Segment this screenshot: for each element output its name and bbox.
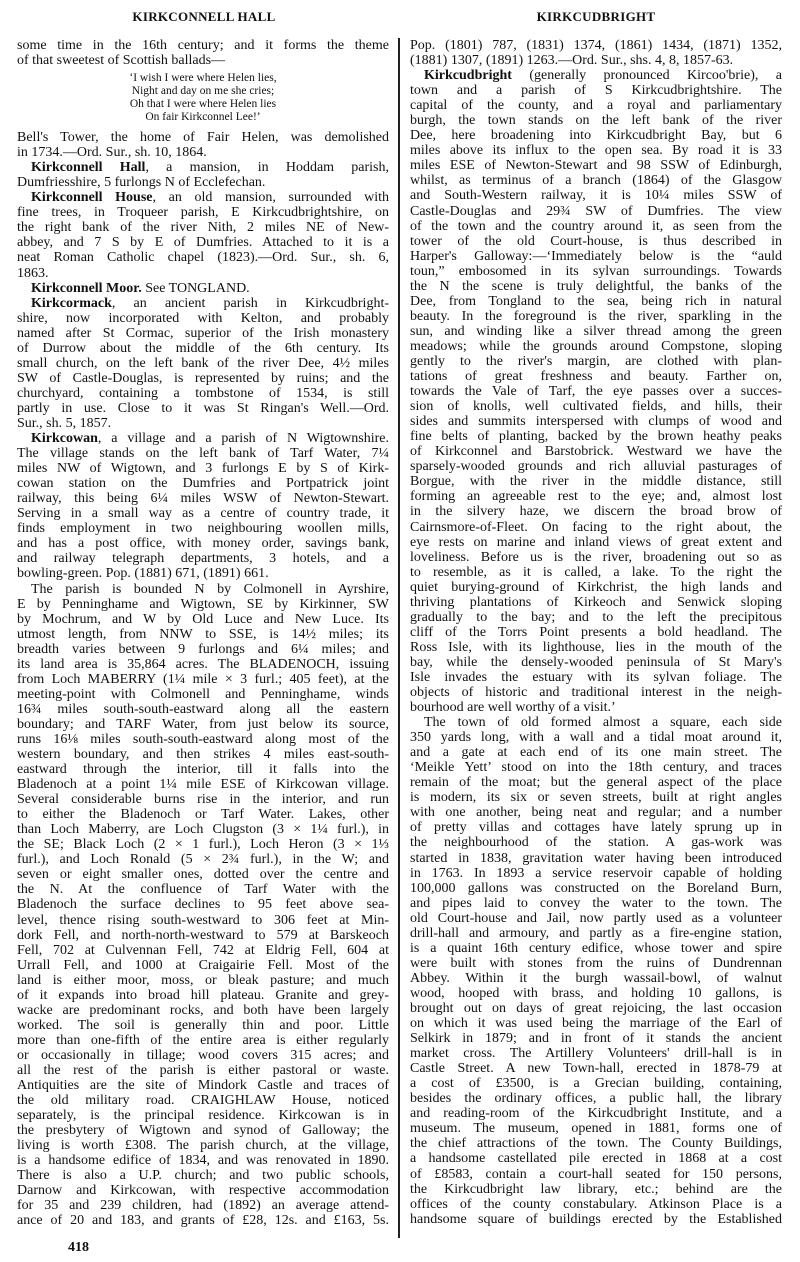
text-line: brought out on days of great rejoicing, the last occasion: [410, 1001, 782, 1016]
paragraph: [17, 582, 389, 1229]
text-line: tations of great freshness and beauty. Farther on,: [410, 369, 782, 385]
text-line: some time in the 16th century; and it forms the theme: [17, 38, 389, 53]
text-line: were built with stones from the ruins of Dundrennan: [410, 955, 782, 971]
paragraph: [410, 715, 782, 1227]
text-line: of pretty villas and cottages have lately sprung up in: [410, 820, 782, 836]
text-line: The town of old formed almost a square, each side: [424, 715, 782, 731]
text-line: and a gate at each end of its one main street. The: [410, 745, 782, 761]
text-line: for 35 and 239 children, had (1892) an average attend-: [17, 1198, 389, 1214]
text-line: of that sweetest of Scottish ballads—: [17, 53, 226, 69]
text-line: cliff of the Torrs Point presents a bold headland. The: [410, 624, 782, 640]
text-line: 350 yards long, with a wall and a tidal moat around it,: [410, 730, 782, 746]
text-line: its land area is 35,864 acres. The BLADENOCH, issuing: [17, 656, 389, 672]
text-line: the chief attractions of the town. The County Buildings,: [410, 1136, 782, 1152]
paragraph: [17, 38, 389, 68]
text-line: Urrall Fell, and 1000 at Craigairie Fell. Most of the: [17, 957, 389, 973]
text-line: Serving in a small way as a centre of country trade, it: [17, 506, 389, 522]
text-line: [17, 296, 389, 311]
text-line: miles ESE of Newton-Stewart and 98 SSW of Edinburgh,: [410, 158, 782, 174]
text-line: land is either moor, moss, or bleak pasture; and much: [17, 972, 389, 988]
poem-line: Night and day on me she cries;: [131, 85, 275, 98]
text-line: gently to the river's margin, are clothed with plan-: [410, 353, 782, 369]
text-line: sparsely-wooded grounds and rich alluvial pasturages of: [410, 459, 782, 475]
text-line: Darnow and Kirkcowan, with respective accommodation: [17, 1183, 389, 1199]
text-line: Borgue, with the river in the middle distance, still: [410, 474, 782, 490]
text-line: capital of the county, and a royal and parliamentary: [410, 98, 782, 114]
text-line: [17, 160, 389, 175]
left-column: [17, 38, 389, 1229]
text-line: shire, now incorporated with Kelton, and probably: [17, 310, 389, 326]
text-line: level, thence rising south-westward to 306 feet at Min-: [17, 912, 389, 928]
text-line: a cost of £3500, is a Grecian building, containing,: [410, 1076, 782, 1092]
text-line: the Kirkcudbright law library, etc.; behind are the: [410, 1181, 782, 1197]
text-line: Harper's Galloway:—‘Immediately below is the “auld: [410, 248, 782, 264]
text-line: the SE; Black Loch (2 × 1 furl.), Loch Heron (3 × 1⅓: [17, 837, 389, 853]
text-line: museum. The museum, opened in 1881, forms one of: [410, 1121, 782, 1137]
text-line: in 1763. In 1893 a service reservoir capable of holding: [410, 865, 782, 881]
text-line: Dee, here broadening into Kirkcudbright Bay, but 6: [410, 128, 782, 144]
text-line: miles above its influx to the open sea. By road it is 33: [410, 143, 782, 159]
text-line: eye rests on marine and inland views of great extent and: [410, 534, 782, 550]
text-line: or occasionally in tillage; wood covers 315 acres; and: [17, 1047, 389, 1063]
text-line: sides and summits interspersed with clumps of wood and: [410, 414, 782, 430]
text-line: the N the scene is truly delightful, the banks of the: [410, 278, 782, 294]
gazetteer-entry: [17, 281, 389, 296]
entry-headword: Kirkcowan: [31, 431, 98, 447]
text-line: ‘Meikle Yett’ stood on into the 18th century, and traces: [410, 760, 782, 776]
text-line: whilst, as terminus of a branch (1864) of the Glasgow: [410, 173, 782, 189]
text-line: eastward through the interior, till it falls into the: [17, 762, 389, 778]
text-line: thriving plantations of Kirkeoch and Senwick sloping: [410, 594, 782, 610]
right-column: [410, 38, 782, 1227]
text-line: more than one-fifth of the entire area is either regularly: [17, 1032, 389, 1048]
text-line: breadth varies between 9 furlongs and 6¼ miles; and: [17, 641, 389, 657]
text-line: (1881) 1307, (1891) 1263.—Ord. Sur., shs. 4, 8, 1857-63.: [410, 53, 734, 69]
text-line: meeting-point with Colmonell and Penninghame, winds: [17, 686, 389, 702]
text-line: Pop. (1801) 787, (1831) 1374, (1861) 1434, (1871) 1352,: [410, 38, 782, 53]
text-line: towards the Vale of Tarf, the eye passes over a succes-: [410, 384, 782, 400]
poem-line: Oh that I were where Helen lies: [129, 98, 277, 111]
text-line: and South-Western railway, it is 10¼ miles SSW of: [410, 188, 782, 204]
text-line: bay, while the densely-wooded peninsula of St Mary's: [410, 654, 782, 670]
text-line: is a quaint 16th century edifice, whose tower and spire: [410, 940, 782, 956]
entry-text: , a mansion, in Hoddam parish,: [145, 160, 389, 176]
text-line: on which it was used being the marriage of the Earl of: [410, 1016, 782, 1032]
text-line: gradually to the bay; and to the left the precipitous: [410, 609, 782, 625]
entry-headword: Kirkconnell Hall: [31, 160, 146, 176]
entry-headword: Kirkconnell Moor.: [31, 280, 142, 296]
text-line: than Loch Maberry, are Loch Clugston (3 × 1¼ furl.), in: [17, 822, 389, 838]
running-head-right: KIRKCUDBRIGHT: [536, 9, 656, 24]
text-line: tower of the old Court-house, is thus described in: [410, 233, 782, 249]
entry-text: See TONGLAND.: [141, 280, 250, 296]
text-line: of the town and the country around it, as seen from the: [410, 218, 782, 234]
text-line: 100,000 gallons was constructed on the Boreland Burn,: [410, 880, 782, 896]
text-line: forming an agreeable rest to the eye; and, almost lost: [410, 489, 782, 505]
entry-headword: Kirkcormack: [31, 295, 112, 311]
text-line: seven or eight smaller ones, dotted over the centre and: [17, 867, 389, 883]
text-line: of it expands into broad hill plateau. Granite and grey-: [17, 987, 389, 1003]
text-line: sun, and winding like a silver thread among the green: [410, 323, 782, 339]
text-line: cowan station on the Dumfries and Portpatrick joint: [17, 476, 389, 492]
text-line: miles NW of Wigtown, and 3 furlongs E by S of Kirk-: [17, 461, 389, 477]
text-line: sion of knolls, well cultivated fields, and hills, their: [410, 399, 782, 415]
text-line: separately, is the principal residence. Kirkcowan is in: [17, 1108, 389, 1124]
text-line: all the rest of the parish is either pastoral or waste.: [17, 1063, 389, 1078]
page-number: 418: [68, 1240, 89, 1255]
text-line: western boundary, and then strikes 4 miles east-south-: [17, 747, 389, 763]
text-line: dork Fell, and north-north-westward to 579 at Barskeoch: [17, 927, 389, 943]
text-line: Selkirk in 1879; and in front of it stands the ancient: [410, 1031, 782, 1047]
text-line: living is worth £308. The parish church, at the village,: [17, 1138, 389, 1154]
text-line: small church, on the left bank of the river Dee, 4½ miles: [17, 355, 389, 371]
entry-text: (generally pronounced Kircoo'brie), a: [511, 68, 782, 84]
gazetteer-entry: [17, 296, 389, 431]
text-line: toun,” embosomed in its sylvan surroundings. Towards: [410, 263, 782, 279]
text-line: bourhood are well worthy of a visit.’: [410, 700, 616, 716]
gazetteer-entry: [17, 190, 389, 280]
text-line: the old military road. CRAIGHLAW House, noticed: [17, 1093, 389, 1109]
text-line: meadows; while the grounds around Compstone, sloping: [410, 338, 782, 354]
text-line: is a handsome edifice of 1834, and was renovated in 1890.: [17, 1153, 389, 1169]
text-line: and reading-room of the Kirkcudbright Institute, and a: [410, 1106, 782, 1122]
text-line: boundary; and TARF Water, from just below its source,: [17, 716, 389, 732]
text-line: started in 1838, gravitation water having been introduced: [410, 850, 782, 866]
text-line: 16¾ miles south-south-eastward along all the eastern: [17, 701, 389, 717]
text-line: of £8583, contain a court-hall seated for 150 persons,: [410, 1166, 782, 1182]
text-line: market cross. The Artillery Volunteers' drill-hall is in: [410, 1046, 782, 1062]
text-line: [17, 431, 389, 446]
text-line: remain of the moat; but the general aspect of the place: [410, 775, 782, 791]
text-line: fine belts of planting, backed by the brown heathy peaks: [410, 429, 782, 445]
text-line: worked. The soil is generally thin and poor. Little: [17, 1017, 389, 1033]
text-line: Several considerable burns rise in the interior, and run: [17, 792, 389, 808]
text-line: the N. At the confluence of Tarf Water with the: [17, 882, 389, 898]
text-line: [410, 68, 782, 83]
text-line: old Court-house and Jail, now partly used as a volunteer: [410, 910, 782, 926]
text-line: fine trees, in Troqueer parish, E Kirkcudbrightshire, on: [17, 205, 389, 221]
text-line: There is also a U.P. church; and two public schools,: [17, 1168, 389, 1184]
text-line: handsome square of buildings erected by the Established: [410, 1211, 782, 1227]
text-line: to either the Bladenoch or Tarf Water. Lakes, other: [17, 807, 389, 823]
text-line: and railway telegraph departments, 3 hotels, and a: [17, 551, 389, 567]
text-line: by Mochrum, and W by Old Luce and New Luce. Its: [17, 611, 389, 627]
text-line: churchyard, containing a tombstone of 1534, is still: [17, 385, 389, 401]
text-line: 1863.: [17, 265, 49, 281]
text-line: wood, hooped with brass, and holding 10 gallons, is: [410, 985, 782, 1001]
entry-text: , an ancient parish in Kirkcudbright-: [111, 295, 389, 311]
gazetteer-entry: [410, 68, 782, 715]
text-line: a handsome castellated pile erected in 1868 at a cost: [410, 1151, 782, 1167]
text-line: bowling-green. Pop. (1881) 671, (1891) 661.: [17, 566, 269, 582]
text-line: Bladenoch at a point 1¼ mile ESE of Kirkcowan village.: [17, 777, 389, 793]
text-line: The parish is bounded N by Colmonell in Ayrshire,: [31, 581, 389, 597]
text-line: partly in use. Close to it was St Ringan's Well.—Ord.: [17, 400, 389, 416]
text-line: the right bank of the river Nith, 2 miles NE of New-: [17, 220, 389, 236]
text-line: neat Roman Catholic chapel (1823).—Ord. Sur., sh. 6,: [17, 250, 389, 266]
text-line: offices of the county constabulary. Atkinson Place is a: [410, 1196, 782, 1212]
text-line: Sur., sh. 5, 1857.: [17, 415, 112, 431]
entry-text: , an old mansion, surrounded with: [152, 190, 389, 206]
text-line: SW of Castle-Douglas, is represented by ruins; and the: [17, 370, 389, 386]
gazetteer-entry: [17, 160, 389, 190]
text-line: [17, 190, 389, 205]
text-line: Bladenoch the surface declines to 95 feet above sea-: [17, 897, 389, 913]
text-line: and pipes laid to convey the water to the town. The: [410, 895, 782, 911]
text-line: is modern, its six or seven streets, built at right angles: [410, 790, 782, 806]
text-line: and has a post office, with money order, savings bank,: [17, 536, 389, 552]
text-line: Bell's Tower, the home of Fair Helen, was demolished: [17, 130, 389, 146]
text-line: beauty. In the foreground is the river, sparkling in the: [410, 308, 782, 324]
text-line: Isle invades the estuary with its sylvan foliage. The: [410, 669, 782, 685]
text-line: Abbey. Within it the burgh wassail-bowl, of walnut: [410, 970, 782, 986]
text-line: burgh, the town stands on the left bank of the river: [410, 113, 782, 129]
ballad-quote: [17, 72, 389, 124]
gazetteer-entry: [17, 431, 389, 581]
text-line: Ross Isle, with its lighthouse, lies in the mouth of the: [410, 639, 782, 655]
text-line: railway, this being 6¼ miles WSW of Newton-Stewart.: [17, 491, 389, 507]
text-line: wacke are predominant rocks, and both have been largely: [17, 1002, 389, 1018]
text-line: with one another, being neat and regular; and a number: [410, 805, 782, 821]
text-line: from Loch MABERRY (1¼ mile × 3 furl.; 405 feet), at the: [17, 671, 389, 687]
text-line: besides the ordinary offices, a public hall, the library: [410, 1091, 782, 1107]
text-line: furl.), and Loch Ronald (5 × 2¾ furl.), in the W; and: [17, 852, 389, 868]
text-line: of Durrow about the middle of the 6th century. Its: [17, 340, 389, 356]
text-line: [17, 281, 389, 296]
text-line: of Kirkconnel and Barstobrick. Westward we have the: [410, 444, 782, 460]
poem-line: On fair Kirkconnel Lee!’: [145, 111, 261, 124]
column-divider: [398, 38, 400, 1238]
text-line: Castle Street. A new Town-hall, erected in 1878-79 at: [410, 1061, 782, 1077]
text-line: Fell, 702 at Culvennan Fell, 742 at Eldrig Fell, 604 at: [17, 942, 389, 958]
text-line: The village stands on the left bank of Tarf Water, 7¼: [17, 446, 389, 462]
text-line: quiet burying-ground of Kirkchrist, the high lands and: [410, 579, 782, 595]
text-line: drill-hall and armoury, and partly as a fire-engine station,: [410, 925, 782, 941]
text-line: ance of 20 and 183, and grants of £28, 12s. and £163, 5s.: [17, 1213, 389, 1229]
text-line: objects of historic and traditional interest in the neigh-: [410, 685, 782, 701]
poem-line: ‘I wish I were where Helen lies,: [129, 72, 277, 85]
text-line: runs 16⅛ miles south-south-eastward along most of the: [17, 731, 389, 747]
paragraph: [410, 38, 782, 68]
text-line: loveliness. Before us is the river, broadening out so as: [410, 549, 782, 565]
text-line: the neighbourhood of the station. A gas-work was: [410, 835, 782, 851]
text-line: the presbytery of Wigtown and synod of Galloway; the: [17, 1123, 389, 1139]
entry-headword: Kirkconnell House: [31, 190, 153, 206]
text-line: Castle-Douglas and 29¾ SW of Dumfries. The view: [410, 203, 782, 219]
text-line: to resemble, as it is called, a lake. To the right the: [410, 564, 782, 580]
text-line: abbey, and 7 S by E of Dumfries. Attached to it is a: [17, 235, 389, 251]
text-line: in 1734.—Ord. Sur., sh. 10, 1864.: [17, 145, 207, 161]
text-line: utmost length, from NNW to SSE, is 14½ miles; its: [17, 626, 389, 642]
entry-text: , a village and a parish of N Wigtownshire.: [97, 431, 389, 447]
text-line: in the silvery haze, we discern the broad brow of: [410, 504, 782, 520]
text-line: Cairnsmore-of-Fleet. On facing to the right about, the: [410, 519, 782, 535]
text-line: Dee, from Tongland to the sea, being rich in natural: [410, 293, 782, 309]
text-line: finds employment in two neighbouring woollen mills,: [17, 521, 389, 537]
running-head-left: KIRKCONNELL HALL: [132, 9, 276, 24]
entry-headword: Kirkcudbright: [424, 68, 512, 84]
paragraph: [17, 130, 389, 160]
text-line: E by Penninghame and Wigtown, SE by Kirkinner, SW: [17, 596, 389, 612]
text-line: named after St Cormac, superior of the Irish monastery: [17, 325, 389, 341]
text-line: Dumfriesshire, 5 furlongs N of Ecclefechan.: [17, 175, 266, 191]
text-line: town and a parish of S Kirkcudbrightshire. The: [410, 83, 782, 99]
text-line: Antiquities are the site of Mindork Castle and traces of: [17, 1078, 389, 1094]
